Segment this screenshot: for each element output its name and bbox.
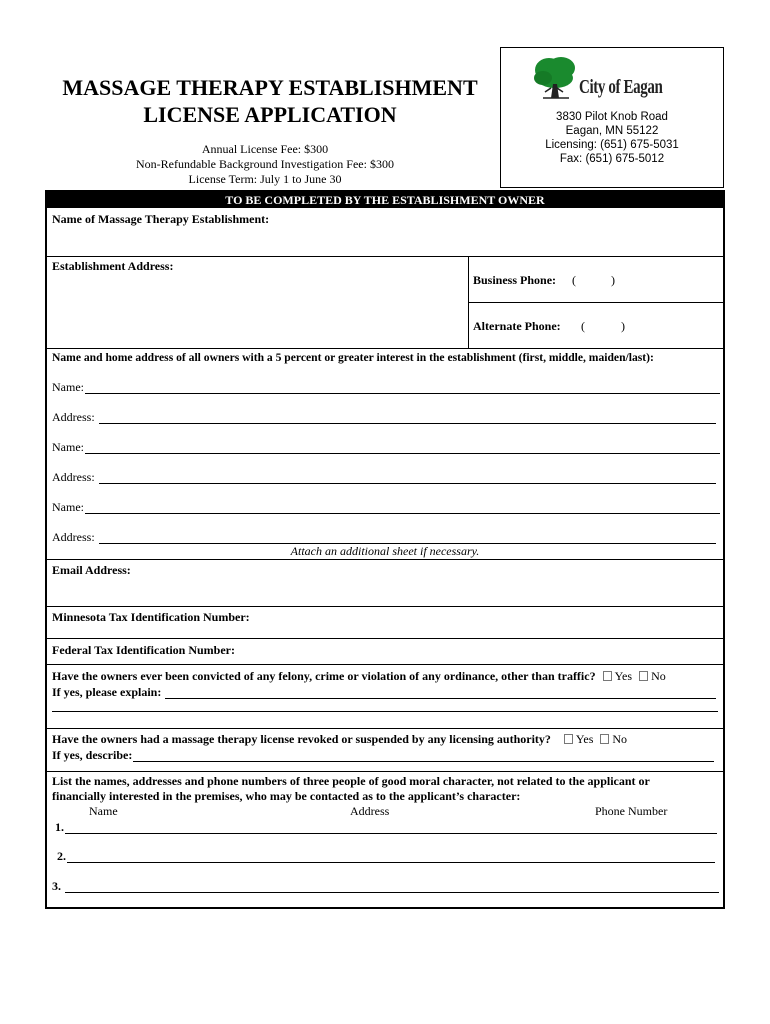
revoked-question-row — [52, 732, 627, 746]
reference-row-3[interactable]: 3. — [52, 879, 719, 893]
divider — [47, 771, 723, 772]
federal-tax-id-label: Federal Tax Identification Number: — [52, 643, 235, 657]
reference-row-1[interactable]: 1. — [55, 820, 717, 834]
divider — [468, 302, 723, 303]
conviction-no-label: No — [651, 669, 666, 683]
attach-note: Attach an additional sheet if necessary. — [290, 544, 480, 558]
mn-tax-id-label: Minnesota Tax Identification Number: — [52, 610, 250, 624]
form-title — [40, 74, 500, 128]
references-col-name: Name — [89, 804, 118, 818]
owner-name-row-3[interactable]: Name: — [52, 500, 720, 514]
establishment-name-label: Name of Massage Therapy Establishment: — [52, 212, 270, 226]
revoked-question: Have the owners had a massage therapy license revoked or suspended by any licensing authority? — [52, 732, 551, 746]
divider — [47, 728, 723, 729]
business-phone-paren-open: ( — [572, 273, 576, 287]
city-logo-text: City of Eagan — [579, 76, 663, 98]
fee-info — [100, 142, 430, 187]
city-fax: Fax: (651) 675-5012 — [559, 153, 665, 165]
references-instructions-1: List the names, addresses and phone numbers of three people of good moral character, not related to the applicant or — [52, 774, 650, 788]
references-col-phone: Phone Number — [595, 804, 668, 818]
divider — [47, 348, 723, 349]
background-fee: Non-Refundable Background Investigation Fee: $300 — [136, 157, 394, 171]
title-line-2: LICENSE APPLICATION — [143, 102, 397, 127]
owners-label: Name and home address of all owners with a 5 percent or greater interest in the establishment (first, middle, maiden/last): — [52, 351, 654, 364]
conviction-explain-line-2[interactable] — [52, 711, 718, 712]
divider — [47, 664, 723, 665]
owner-address-row-3[interactable]: Address: — [52, 530, 716, 544]
title-line-1: MASSAGE THERAPY ESTABLISHMENT — [62, 75, 478, 100]
alternate-phone-paren-open: ( — [581, 319, 585, 333]
revoked-no-label: No — [612, 732, 628, 746]
divider — [47, 606, 723, 607]
email-label: Email Address: — [52, 563, 131, 577]
application-form — [45, 190, 725, 909]
references-col-address: Address — [350, 804, 390, 818]
revoked-yes-checkbox[interactable] — [564, 734, 573, 744]
owner-address-row-1[interactable]: Address: — [52, 410, 716, 424]
section-header: TO BE COMPLETED BY THE ESTABLISHMENT OWNER — [47, 192, 723, 208]
revoked-no-checkbox[interactable] — [600, 734, 609, 744]
business-phone-paren-close: ) — [611, 273, 615, 287]
divider — [47, 559, 723, 560]
owner-name-row-2[interactable]: Name: — [52, 440, 720, 454]
city-address — [501, 110, 723, 166]
conviction-explain-row[interactable]: If yes, please explain: — [52, 685, 716, 699]
alternate-phone-label: Alternate Phone: — [473, 319, 561, 333]
city-street: 3830 Pilot Knob Road — [556, 111, 668, 123]
conviction-no-checkbox[interactable] — [639, 671, 648, 681]
license-term: License Term: July 1 to June 30 — [188, 172, 342, 186]
divider — [47, 638, 723, 639]
revoked-describe-row[interactable]: If yes, describe: — [52, 748, 714, 762]
references-instructions-2: financially interested in the premises, who may be contacted as to the applicant’s character: — [52, 789, 521, 803]
establishment-address-label: Establishment Address: — [52, 259, 174, 273]
conviction-question: Have the owners ever been convicted of any felony, crime or violation of any ordinance, other than traffic? — [52, 669, 596, 683]
owner-name-row-1[interactable]: Name: — [52, 380, 720, 394]
business-phone-label: Business Phone: — [473, 273, 557, 287]
city-zip: Eagan, MN 55122 — [565, 125, 659, 137]
conviction-question-row — [52, 669, 666, 683]
revoked-yes-label: Yes — [575, 732, 594, 746]
city-info-box — [500, 47, 724, 188]
divider — [47, 256, 723, 257]
tree-logo-icon — [529, 54, 583, 102]
conviction-yes-label: Yes — [614, 669, 633, 683]
annual-fee: Annual License Fee: $300 — [201, 142, 329, 156]
alternate-phone-paren-close: ) — [621, 319, 625, 333]
city-licensing-phone: Licensing: (651) 675-5031 — [545, 139, 679, 151]
owner-address-row-2[interactable]: Address: — [52, 470, 716, 484]
conviction-yes-checkbox[interactable] — [603, 671, 612, 681]
reference-row-2[interactable]: 2. — [57, 849, 715, 863]
